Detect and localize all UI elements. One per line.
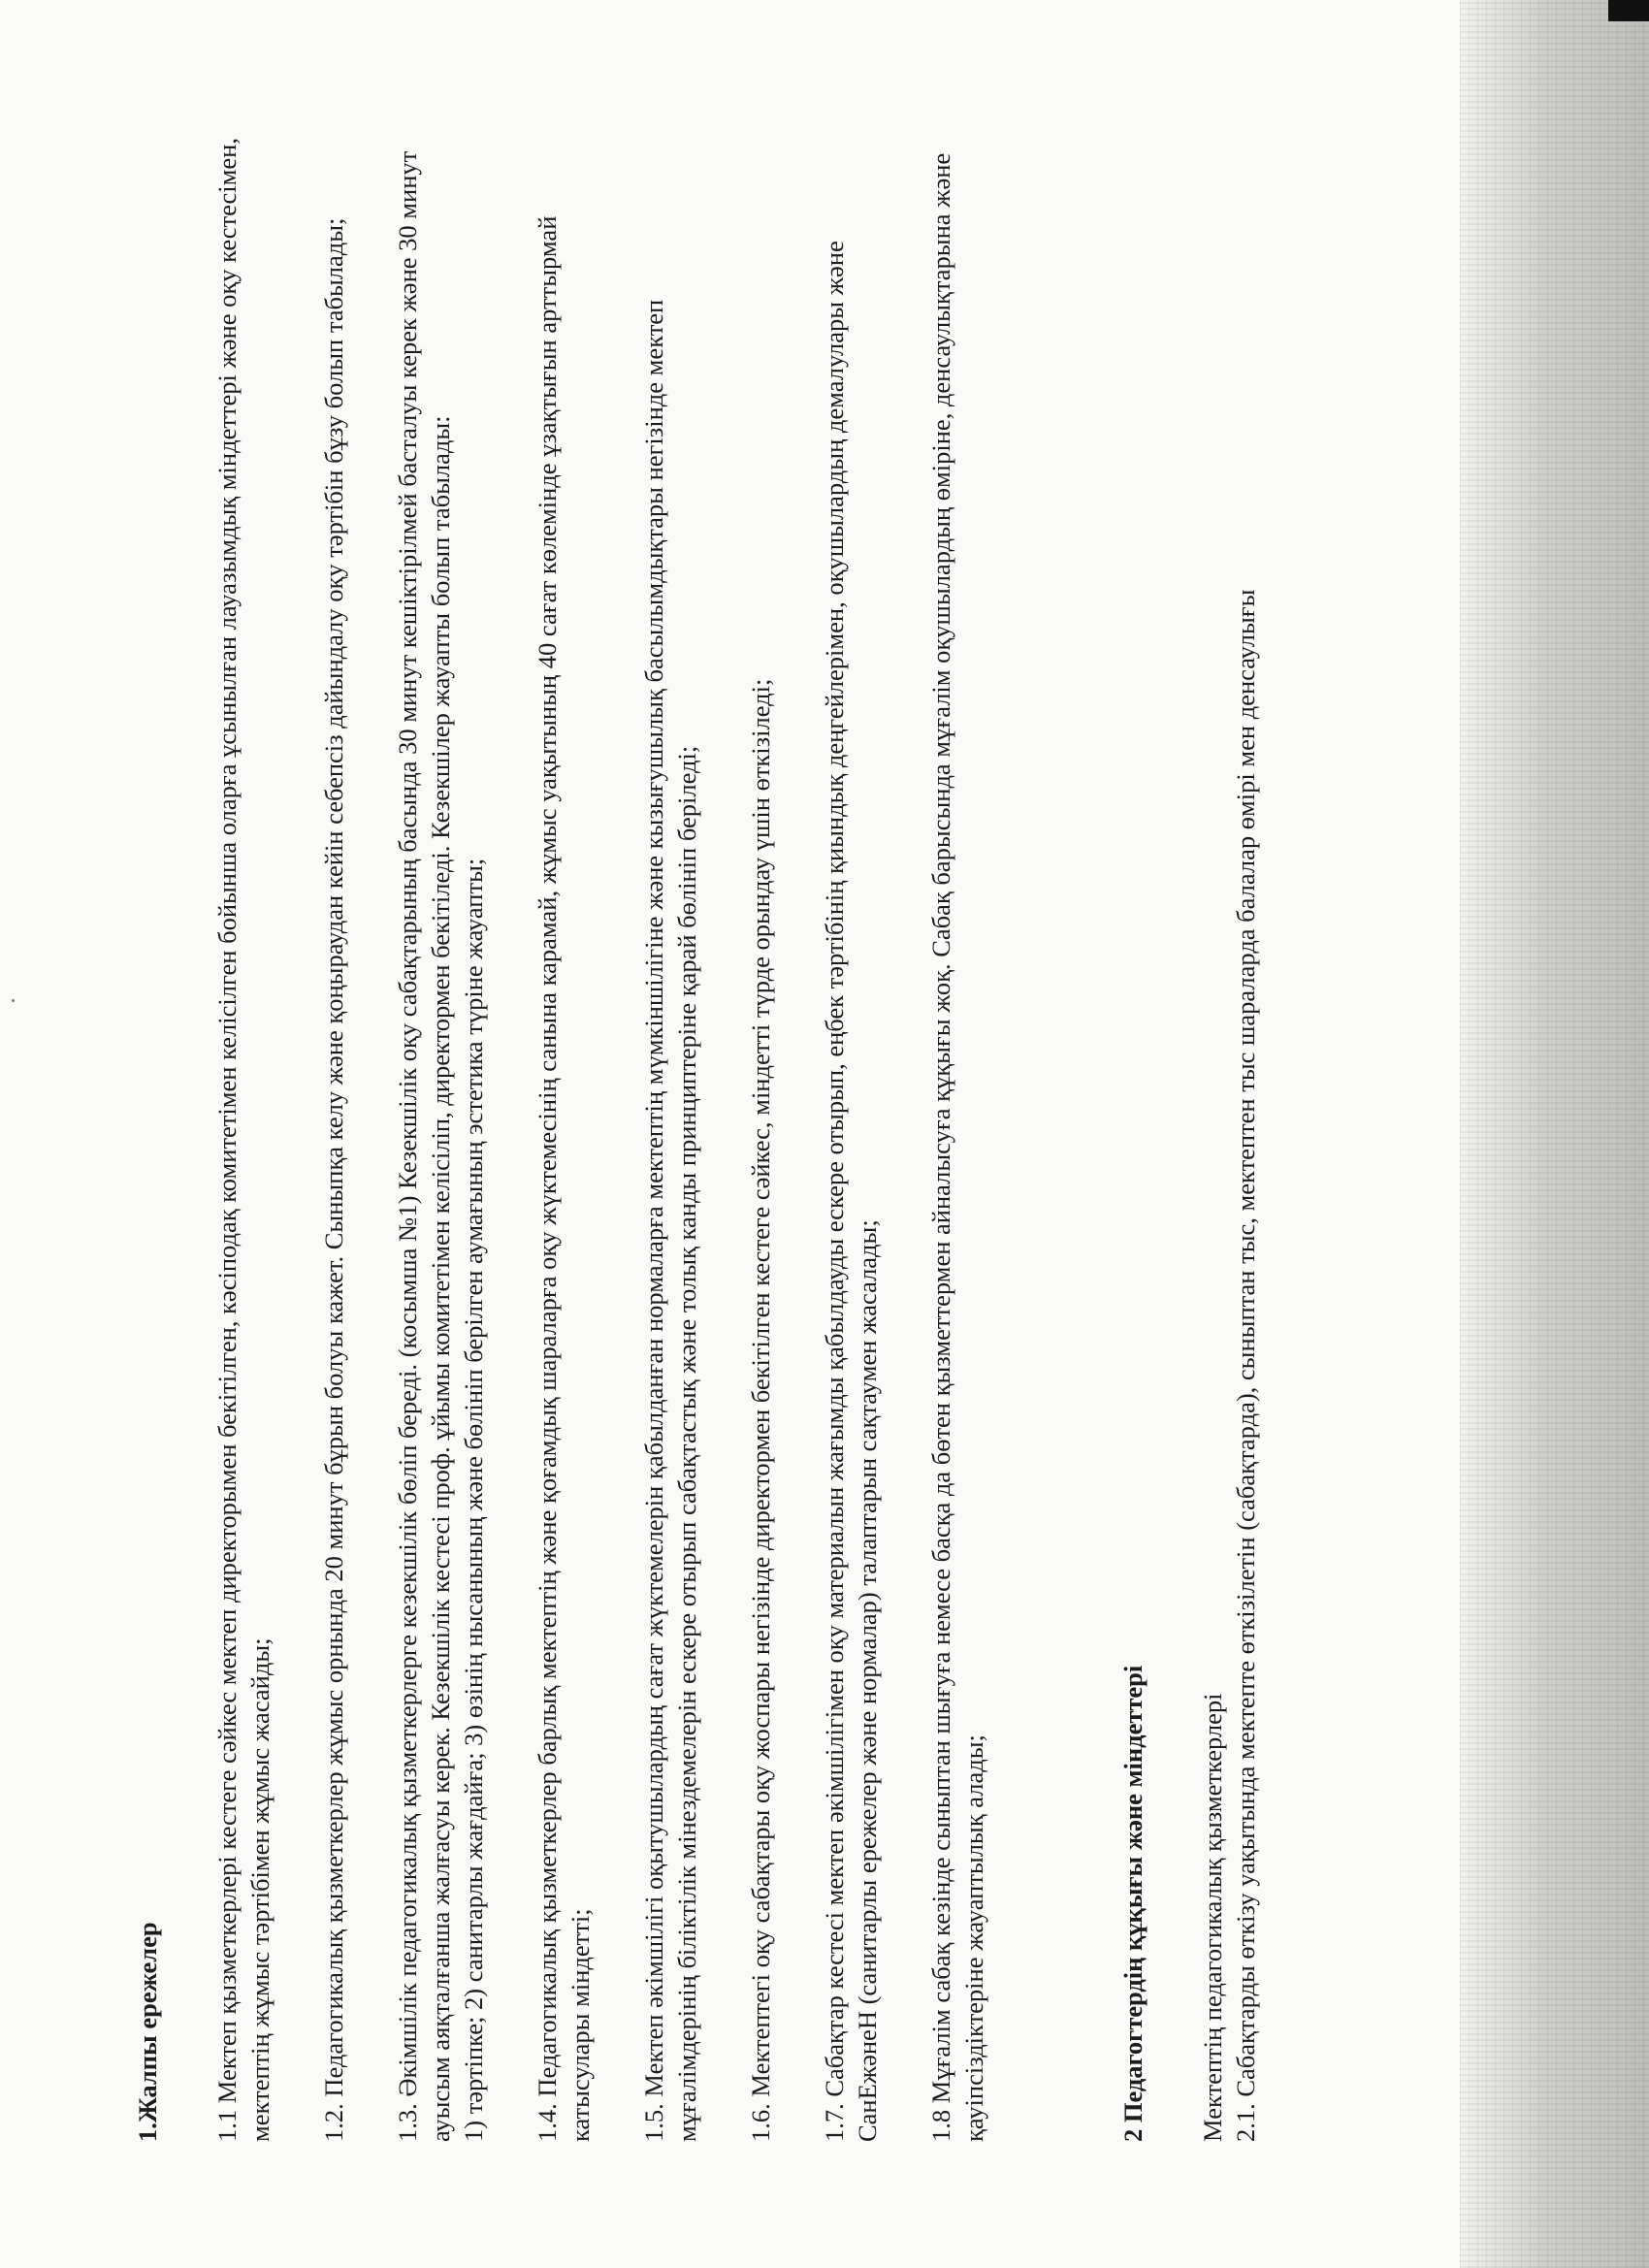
paragraph-2-intro: Мектептің педагогикалық қызметкерлері [1198, 1693, 1227, 2142]
paragraph-1-5: 1.5. Мектеп әкімшілігі оқытушылардың сағат жүктемелерін қабылданған нормаларға мектептің мүмкіншілігіне және кызығушылық басылымдықтары негізінде мектеп мұғалімдерінің біліктілік мінездемелерін ескере отырып сабақтастық және толық канды принциптеріне қарай бөлініп беріледі; [639, 299, 701, 2142]
paragraph-2-1: 2.1. Сабақтарды өткізу уақытында мектепте өткізілетін (сабақтарда), сыныптан тыс, мектептен тыс шараларда балалар өмірі мен денсаулығы [1231, 589, 1260, 2142]
paragraph-1-6: 1.6. Мектептегі оқу сабақтары оқу жоспары негізінде директормен бекітілген кестеге сәйкес, міндетті түрде орындау үшін өткізіледі; [746, 678, 775, 2142]
section-2-heading: 2 Педагогтердің құқығы және міндеттері [1118, 1665, 1148, 2142]
paragraph-1-3: 1.3. Әкімшілік педагогикалық қызметкерлерге кезекшілік бөліп береді. (косымша №1) Кезекшілік оқу сабақтарының басында 30 минут кешіктірілмей басталуы керек және 30 минут ауысым аяқталғанша жалғасуы керек. Кезекшілік кестесі проф. ұйымы комитетімен келісіліп, директормен бекітіледі. Кезекшілер жауапты болып табылады: [393, 150, 455, 2142]
paragraph-1-7: 1.7. Сабақтар кестесі мектеп әкімшілігімен оқу материалын жағымды қабылдауды ескере отырып, еңбек тәртібінің қиындық деңгейлерімен, оқушылардың демалулары және СанЕжәнеН (санитарлы ережелер және нормалар) талаптарын сақтаумен жасалады; [820, 241, 882, 2142]
document-body [131, 134, 1262, 2142]
section-1-heading: 1.Жалпы ережелер [133, 1922, 162, 2142]
paragraph-1-1: 1.1 Мектеп қызметкерлері кестеге сәйкес мектеп директорымен бекітілген, кәсіподақ комитетімен келісілген бойынша оларға ұсынылған лауазымдық міндеттері және оқу кестесімен, мектептің жұмыс тәртібімен жұмыс жасайды; [212, 138, 275, 2142]
paragraph-1-8: 1.8 Мұғалім сабақ кезінде сыныптан шығуға немесе басқа да бөтен қызметтермен айналысуға құқығы жоқ. Сабақ барысында мұғалім оқушылардың өміріне, денсаулықтарына және қауіпсіздіктеріне жауаптылық алады; [926, 152, 988, 2142]
paragraph-1-4: 1.4. Педагогикалық қызметкерлер барлық мектептің және қоғамдық шараларға оқу жүктемесінің санына карамай, жұмыс уақытының 40 сағат көлемінде ұзақтығын арттырмай катысулары міндетті; [533, 215, 595, 2142]
paragraph-1-3-list: 1) тәртіпке; 2) санитарлы жағдайға; 3) өзінің нысанының және бөлініп берілген аумағының эстетика түріне жауапты; [459, 858, 488, 2142]
paragraph-1-2: 1.2. Педагогикалық қызметкерлер жұмыс орнында 20 минут бұрын болуы кажет. Сыныпқа келу және қоңыраудан кейін себепсіз дайындалу оқу тәртібін бұзу болып табылады; [319, 217, 348, 2142]
